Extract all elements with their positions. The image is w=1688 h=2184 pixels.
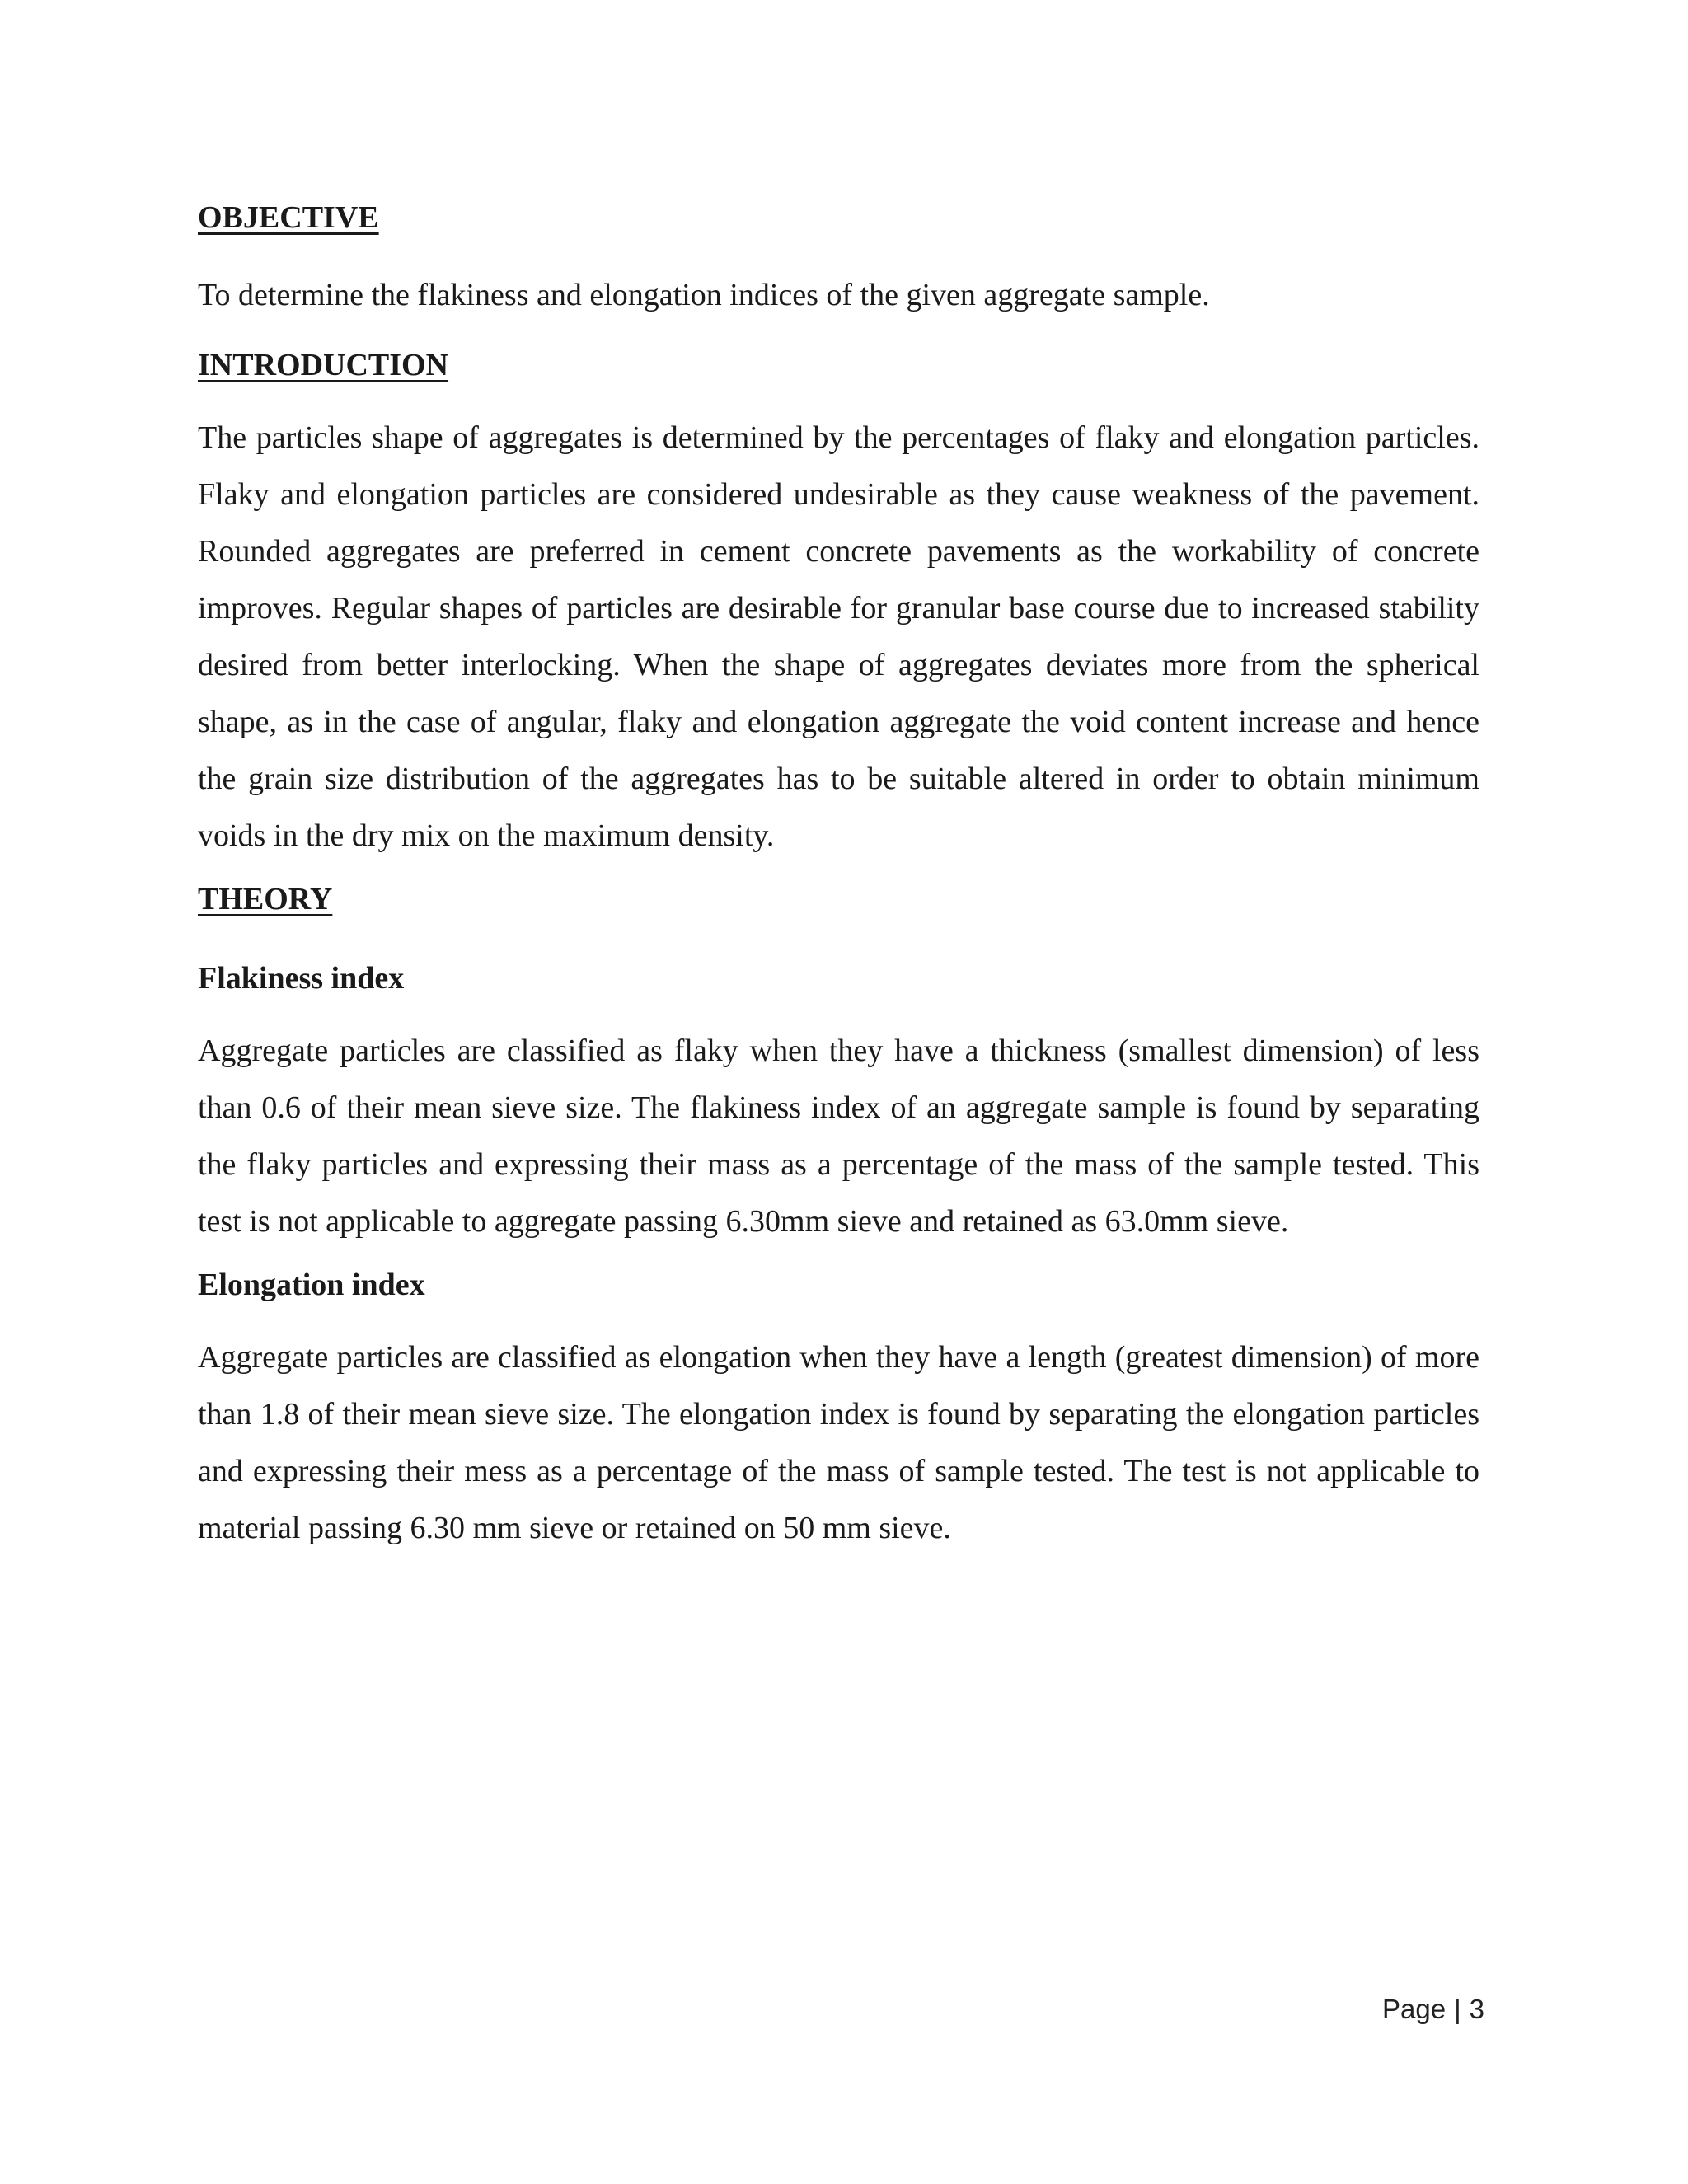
introduction-text: The particles shape of aggregates is determined by the percentages of flaky and elongation particles. Flaky and elongation particles are considered undesirable as they cause weakness of the pavement. Rounded aggregates are preferred in cement concrete pavements as the workability of concrete improves. Regular shapes of particles are desirable for granular base course due to increased stability desired from better interlocking. When the shape of aggregates deviates more from the spherical shape, as in the case of angular, flaky and elongation aggregate the void content increase and hence the grain size distribution of the aggregates has to be suitable altered in order to obtain minimum voids in the dry mix on the maximum density. bbox=[198, 420, 1479, 853]
document-page bbox=[198, 198, 1479, 1557]
page-label: Page bbox=[1381, 1994, 1447, 2024]
flakiness-index-subheading: Flakiness index bbox=[198, 961, 405, 996]
elongation-index-text: Aggregate particles are classified as elongation when they have a length (greatest dimension) of more than 1.8 of their mean sieve size. The elongation index is found by separating the elongation particles and expressing their mess as a percentage of the mass of sample tested. The test is not applicable to material passing 6.30 mm sieve or retained on 50 mm sieve. bbox=[198, 1340, 1479, 1545]
page-number: 3 bbox=[1469, 1994, 1484, 2024]
introduction-heading: INTRODUCTION bbox=[198, 348, 449, 382]
objective-text: To determine the flakiness and elongation indices of the given aggregate sample. bbox=[198, 278, 1210, 312]
theory-heading: THEORY bbox=[198, 882, 333, 916]
objective-heading: OBJECTIVE bbox=[198, 200, 379, 235]
page-separator: | bbox=[1454, 1994, 1461, 2024]
elongation-index-subheading: Elongation index bbox=[198, 1268, 425, 1302]
flakiness-index-text: Aggregate particles are classified as flaky when they have a thickness (smallest dimension) of less than 0.6 of their mean sieve size. The flakiness index of an aggregate sample is found by separating the flaky particles and expressing their mass as a percentage of the mass of the sample tested. This test is not applicable to aggregate passing 6.30mm sieve and retained as 63.0mm sieve. bbox=[198, 1033, 1479, 1239]
page-footer bbox=[1382, 1993, 1484, 2026]
